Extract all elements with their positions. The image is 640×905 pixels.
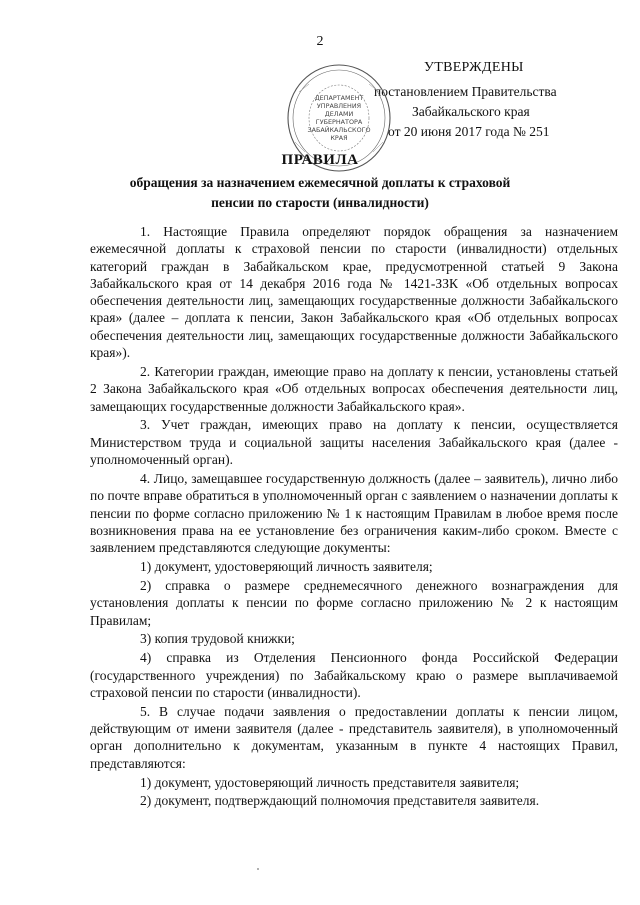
page-number: 2 xyxy=(316,34,324,49)
list-item-4-1: 1) документ, удостоверяющий личность заявителя; xyxy=(140,559,433,575)
paragraph-1: 1. Настоящие Правила определяют порядок обращения за назначением ежемесячной доплаты к страховой пенсии по старости (инвалидности) отдельных категорий граждан в Забайкальском крае, предусмотренной статьей 9 Закона Забайкальского края от 14 декабря 2016 года № 1421-ЗЗК «Об отдельных вопросах обеспечения деятельности лиц, замещающих государственные должности Забайкальского края» (далее – доплата к пенсии, Закон Забайкальского края «Об отдельных вопросах обеспечения деятельности лиц, замещающих государственные должности Забайкальского края»). xyxy=(90,224,618,361)
list-item-4-3: 3) копия трудовой книжки; xyxy=(140,631,295,647)
approval-header: УТВЕРЖДЕНЫ xyxy=(424,60,524,75)
approval-line-1: постановлением Правительства xyxy=(374,84,557,99)
approval-line-2: Забайкальского края xyxy=(412,104,530,119)
list-item-4-4: 4) справка из Отделения Пенсионного фонда Российской Федерации (государственного учреждения) по Забайкальскому краю о размере выплачиваемой страховой пенсии по старости (инвалидности). xyxy=(90,650,618,700)
list-item-5-2: 2) документ, подтверждающий полномочия представителя заявителя. xyxy=(140,793,540,809)
list-item-5-1: 1) документ, удостоверяющий личность представителя заявителя; xyxy=(140,774,520,790)
scan-speck xyxy=(257,868,259,870)
stamp-line-2: УПРАВЛЕНИЯ xyxy=(316,102,362,110)
paragraph-4: 4. Лицо, замещавшее государственную должность (далее – заявитель), лично либо по почте вправе обратиться в уполномоченный орган с заявлением о назначении доплаты к пенсии по форме согласно приложению № 1 к настоящим Правилам в любое время после возникновения права на ее установление без ограничения каким-либо сроком. Вместе с заявлением представляются следующие документы: xyxy=(90,470,618,556)
paragraph-5: 5. В случае подачи заявления о предоставлении доплаты к пенсии лицом, действующим от имени заявителя (далее - представитель заявителя), в уполномоченный орган дополнительно к документам, указанным в пункте 4 настоящих Правил, представляются: xyxy=(90,703,618,771)
stamp-line-4: ГУБЕРНАТОРА xyxy=(315,118,363,126)
paragraph-3: 3. Учет граждан, имеющих право на доплату к пенсии, осуществляется Министерством труда и социальной защиты населения Забайкальского края (далее - уполномоченный орган). xyxy=(90,417,618,468)
list-item-4-2: 2) справка о размере среднемесячного денежного вознаграждения для установления доплаты к пенсии по форме согласно приложению № 2 к настоящим Правилам; xyxy=(90,577,618,628)
document-subtitle: обращения за назначением ежемесячной доплаты к страховой пенсии по старости (инвалидности) xyxy=(129,175,511,210)
paragraph-2: 2. Категории граждан, имеющие право на доплату к пенсии, установлены статьей 2 Закона Забайкальского края «Об отдельных вопросах обеспечения деятельности лиц, замещающих государственные должности Забайкальского края». xyxy=(90,363,618,414)
stamp-line-5: ЗАБАЙКАЛЬСКОГО xyxy=(307,126,371,134)
document-title: ПРАВИЛА xyxy=(281,152,359,168)
stamp-line-6: КРАЯ xyxy=(330,134,348,142)
stamp-line-1: ДЕПАРТАМЕНТ xyxy=(314,94,364,102)
stamp-line-3: ДЕЛАМИ xyxy=(324,110,354,118)
approval-decree xyxy=(374,82,574,142)
approval-line-3: от 20 июня 2017 года № 251 xyxy=(388,124,550,139)
document-body xyxy=(90,223,618,811)
